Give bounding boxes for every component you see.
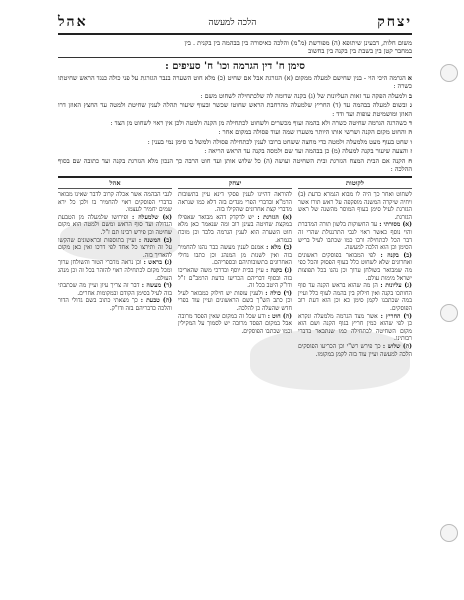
binder-hole-icon [440, 524, 458, 542]
paragraph-text: כשהרגה הגרמה שחיטה כשרה ולא בהמה ועוף מכשרים ולשחוט לכתחילה מן הקנה ולמטה ולכן אין ראוי לשחוט מן הצד : [110, 119, 407, 128]
commentary-text: ועיין בתוספות ובראשונים שהקשו על זה ותירצו כל אחד לפי דרכו ואין כאן מקום להאריך בזה. [58, 236, 172, 259]
commentary-paragraph [298, 252, 412, 282]
paragraph-text: והצעה שיעור בקנה למעלה (מ) כן בבהמה ועד שם ולמסה בקנה עד הראש הריאה : [204, 147, 409, 156]
commentary-lead: (ג) בקנה : [265, 267, 292, 274]
paragraph-letter: ז [410, 147, 412, 156]
paragraph-text: והחוט מקום הקנה ושרשי אותו היותר משערו שמה ועוד פסולה במקום אחר : [218, 128, 407, 137]
commentary-text: עד החשוקות בלשון תורה המדברת והוי נוסף כאשר ראוי לגבי התרנגולת שהרי זה דבר הכל לכתחילה ורבו כמו שכתבו לעיל בריש הסימן וכן הוא הלכה למעשה. [298, 221, 412, 252]
commentary-paragraph [298, 343, 412, 358]
commentary-text: ודע שכל זה במקום שאין הפסד מרובה אבל במקום הפסד מרובה יש לסמוך על המקילין וכמו שכתבו הפוסקים. [178, 312, 292, 335]
commentary-text: לשחוט ואחר כך היה לו מבוא הגמרא כדעת (ב) ויחיה שיקרה המשנה מופקפה על ראש תורו אשר הגזרגת לעיל סימן בעוף המוסר מהשנה של ראש הגזרגת. [298, 191, 412, 221]
commentary-lead: (א) מסורתי : [379, 221, 412, 229]
main-paragraph [58, 128, 412, 136]
header-left-title: אהל [58, 14, 88, 30]
commentary-lead: (ד) מעשה : [141, 282, 172, 290]
commentary-text: אשר מצד הגרמה מלמעלה ונקרא כן לפי שהוא כמין חריץ בגוף הקנה ושם הוא מקום השחיטה לכתחילה כמו שנתבאר בדברי רבותינו. [298, 312, 412, 343]
commentary-text: ולענין עופות יש חילוק כמבואר לעיל וכן כתב הש"ך בשם הראשונים ועיין עוד בפרי חדש שהעלה כן להלכה. [178, 289, 292, 312]
paragraph-letter: ד [408, 119, 412, 128]
paragraph-text: הגרמה היכי הוי - בנין שחישם למעלה ממקום (א) הגזרגת אבל אם שחיט (כ) מלא חוט השערה בנבר הגזרגת על פני כולה כנגד הראש שחיטתו כשרה : [58, 74, 412, 91]
commentary-text: ופירושו שלמעלה מן הטבעת הגדולה ועד סוף הראש ומשם ולמטה הוא מקום שחיטה וכן פירש רבינו תם ז"ל. [58, 213, 172, 237]
commentary-lead: (ב) מלא : [266, 244, 292, 252]
header-middle-title: הלכה למעשה [208, 18, 257, 28]
commentary-text: עיין בבית יוסף ובדרכי משה שהאריכו בזה ובסוף דבריהם הכריעו כדעת הרמב"ם ז"ל ודו"ק היטב בכל זה. [178, 267, 292, 290]
main-paragraph [58, 138, 412, 146]
commentary-text: וכן נראה מדברי הטור והשולחן ערוך ומכל מקום לכתחילה ראוי להזהר בכל זה וכן מנהג העולם. [58, 259, 172, 282]
commentary-columns [58, 180, 412, 498]
paragraph-letter: ה [408, 128, 412, 137]
paragraph-letter: ח [408, 156, 412, 165]
paragraph-text: ולמעלה הפקה עד זאות העליונות של (ג) בקנה שדומה לה שלכתחילה לשחוט משם : [200, 91, 407, 100]
commentary-paragraph [58, 237, 172, 260]
binder-hole-icon [440, 64, 458, 82]
commentary-paragraph [58, 297, 172, 312]
commentary-paragraph [298, 282, 412, 312]
commentary-paragraph [178, 191, 292, 214]
commentary-lead: (ב) בקנה : [380, 251, 412, 259]
commentary-lead: (ג) בראש : [143, 259, 172, 267]
commentary-text: דבר זה צריך עיון ועיין מה שכתבתי בזה לעיל בסימן הקודם ובמקומות אחרים. [58, 282, 172, 297]
commentary-paragraph [178, 290, 292, 313]
commentary-paragraph [58, 259, 172, 282]
main-paragraph [58, 157, 412, 174]
commentary-lead: (ה) שלוש : [382, 342, 412, 350]
commentary-paragraph [178, 267, 292, 290]
section-divider [58, 176, 412, 178]
commentary-lead: (ד) החריץ : [380, 312, 412, 320]
main-paragraph [58, 92, 412, 100]
column-title: יצחק [178, 180, 292, 189]
commentary-text: אמנם לענין מעשה כבר נהגו להחמיר בזה ואין לשנות מן המנהג וכן כתבו גדולי האחרונים בתשובותיהם ובספריהם. [178, 244, 292, 267]
main-paragraph [58, 147, 412, 155]
commentary-text: להוראה דהיינו לענין פסקי דינא עיין בתשובות הרמ"א ובדברי הפרי מגדים בזה דלא כמו שנראה מדברי קצת אחרונים שהקילו בזה. [178, 191, 292, 214]
paragraph-text: שחט בעוף מעט מלמעלה ולמטה כדי מחצה ששחט ברובו לענין לכתחילה פסולה ולמשל בו סימן נמי בענין : [147, 137, 409, 146]
header-right-title: יצחק [377, 14, 412, 30]
binder-holes [434, 0, 458, 600]
commentary-text: יש לדקדק דהא מבואר שאפילו במקצת שחיטה בעינן רוב ומה שנאמר כאן מלא חוט השערה הוא לענין הגרמה בלבד וכן מוכח בגמרא. [178, 213, 292, 244]
commentary-paragraph [58, 282, 172, 297]
main-text [58, 74, 412, 173]
page-content [58, 14, 412, 498]
commentary-text: כך פירש רש"י וכן הכריעו הפוסקים הלכה למעשה ועיין עוד בזה לקמן במקומו. [298, 342, 412, 358]
column-title: לקוטות [298, 180, 412, 189]
paragraph-letter: ג [409, 101, 412, 110]
commentary-column [178, 180, 292, 498]
commentary-paragraph [58, 191, 172, 214]
commentary-lead: (א) שלמעלה : [132, 213, 172, 221]
commentary-paragraph [178, 244, 292, 267]
main-paragraph [58, 101, 412, 118]
commentary-paragraph [178, 313, 292, 336]
paragraph-letter: ב [408, 91, 412, 100]
intro-text [58, 37, 412, 58]
commentary-lead: (ה) טבעת : [140, 297, 172, 305]
commentary-lead: (ב) המשנה : [138, 236, 172, 244]
running-header [58, 14, 412, 35]
binder-hole-icon [440, 304, 458, 322]
commentary-column [58, 180, 172, 498]
main-paragraph [58, 74, 412, 91]
paragraph-text: ובשום למעלה בבהמה עד (ד) החריץ שלמעלה מהרחבת הראש שחוטו שכשר ובעוף שיעור תהלה לענין שחיטת ולמטה עד החצץ האוזן דרו האוזן ומושמיטת עופות ועד ודד : [58, 101, 412, 118]
commentary-column [298, 180, 412, 498]
commentary-text: לפי המבואר בפוסקים ראשונים ואחרונים שלא לשחוט כלל בעוף הפסוק והכל כפי מה שמבואר בשולחן ערוך וכן נהגו בכל תפוצות ישראל מימות עולם. [298, 251, 412, 282]
commentary-paragraph [178, 214, 292, 244]
main-paragraph [58, 119, 412, 127]
paragraph-letter: א [407, 74, 412, 82]
commentary-lead: (ג) עליונות : [380, 282, 412, 290]
intro-line: משום חלות, דבעינן שיתופא (ה) מפורשת (מ"מ) והלכה כאיסורה בין בבהמה בין בקנית . בין [184, 39, 412, 47]
paragraph-text: הקנה אם הבית המצח הגזרגת ובית השחיטה ועושה (ה) כל שלוש אותן ועד חוט הרבה כך הנכון מלא הגזרגת בקנה ועד כתובה שם בסוף ההלכה : [58, 156, 412, 174]
intro-line: במחבר קטן בין בשבת בין בקנה בין בחשוב [308, 47, 412, 55]
commentary-paragraph [298, 313, 412, 343]
commentary-text: לגבי הבהמה אשר אכלה קרוב לדבר שאינו מבואר בדברי הפוסקים ראוי להחמיר בו ולכן כל ירא שמים יחמיר לעצמו. [58, 191, 172, 214]
siman-heading: סימן ח' דין הגרמה וכו' ח' סעיפים : [165, 61, 305, 72]
commentary-paragraph [298, 221, 412, 251]
commentary-lead: (ד) כולה : [265, 289, 292, 297]
column-title: אהל [58, 180, 172, 189]
commentary-lead: (א) הגזרגת : [257, 213, 292, 221]
commentary-lead: (ה) חוט : [267, 312, 292, 320]
commentary-text: הן מה שהוא בראש הקנה עד סוף החותכו בקנה ואין חילוק בין בהמה לעוף כלל ועיין במה שכתבנו לקמן סימן כא וכן הוא דעת רוב הפוסקים. [298, 282, 412, 312]
commentary-paragraph [58, 214, 172, 237]
paragraph-letter: ו [410, 137, 412, 146]
commentary-paragraph [298, 191, 412, 221]
commentary-text: כך מצאתי כתוב בשם גדולי הדור והלכה כדבריהם בזה ודו"ק. [58, 297, 172, 312]
